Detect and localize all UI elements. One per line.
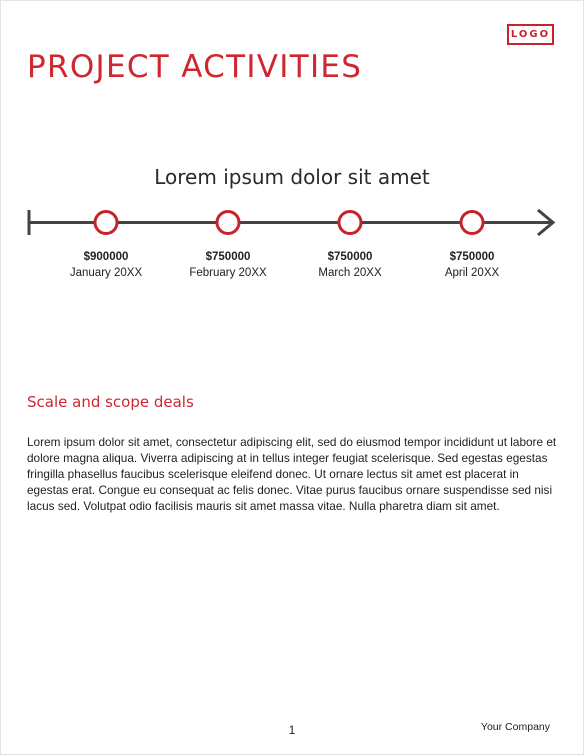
milestone-marker xyxy=(217,212,239,234)
milestone-marker xyxy=(95,212,117,234)
timeline xyxy=(0,198,584,246)
company-name: Your Company xyxy=(480,721,550,733)
milestone-date: April 20XX xyxy=(444,267,500,279)
milestone-amount: $750000 xyxy=(449,251,495,263)
section-heading: Scale and scope deals xyxy=(27,393,194,411)
body-paragraph: Lorem ipsum dolor sit amet, consectetur adipiscing elit, sed do eiusmod tempor incididunt ut labore et dolore magna aliqua. Viverra adipiscing at in tellus integer feugiat scelerisque. Sed egestas egestas fringilla phasellus faucibus scelerisque eleifend donec. Ut ornare lectus sit amet est placerat in egestas erat. Congue eu consequat ac felis donec. Vitae purus faucibus ornare suspendisse sed nisi lacus sed. Volutpat odio facilisis mauris sit amet massa vitae. Nulla pharetra diam sit amet. xyxy=(27,435,557,513)
page-number: 1 xyxy=(288,723,296,737)
milestone-amount: $900000 xyxy=(83,251,129,263)
page-title: PROJECT ACTIVITIES xyxy=(27,49,363,85)
milestone-label xyxy=(46,250,166,281)
logo: LOGO xyxy=(507,24,554,45)
milestone-date: February 20XX xyxy=(189,267,267,279)
milestone-amount: $750000 xyxy=(205,251,251,263)
milestone-label xyxy=(412,250,532,281)
milestone-date: March 20XX xyxy=(318,267,382,279)
milestone-label xyxy=(290,250,410,281)
milestone-marker xyxy=(339,212,361,234)
milestone-date: January 20XX xyxy=(69,267,143,279)
milestone-amount: $750000 xyxy=(327,251,373,263)
timeline-heading: Lorem ipsum dolor sit amet xyxy=(154,165,430,189)
milestone-label xyxy=(168,250,288,281)
milestone-marker xyxy=(461,212,483,234)
